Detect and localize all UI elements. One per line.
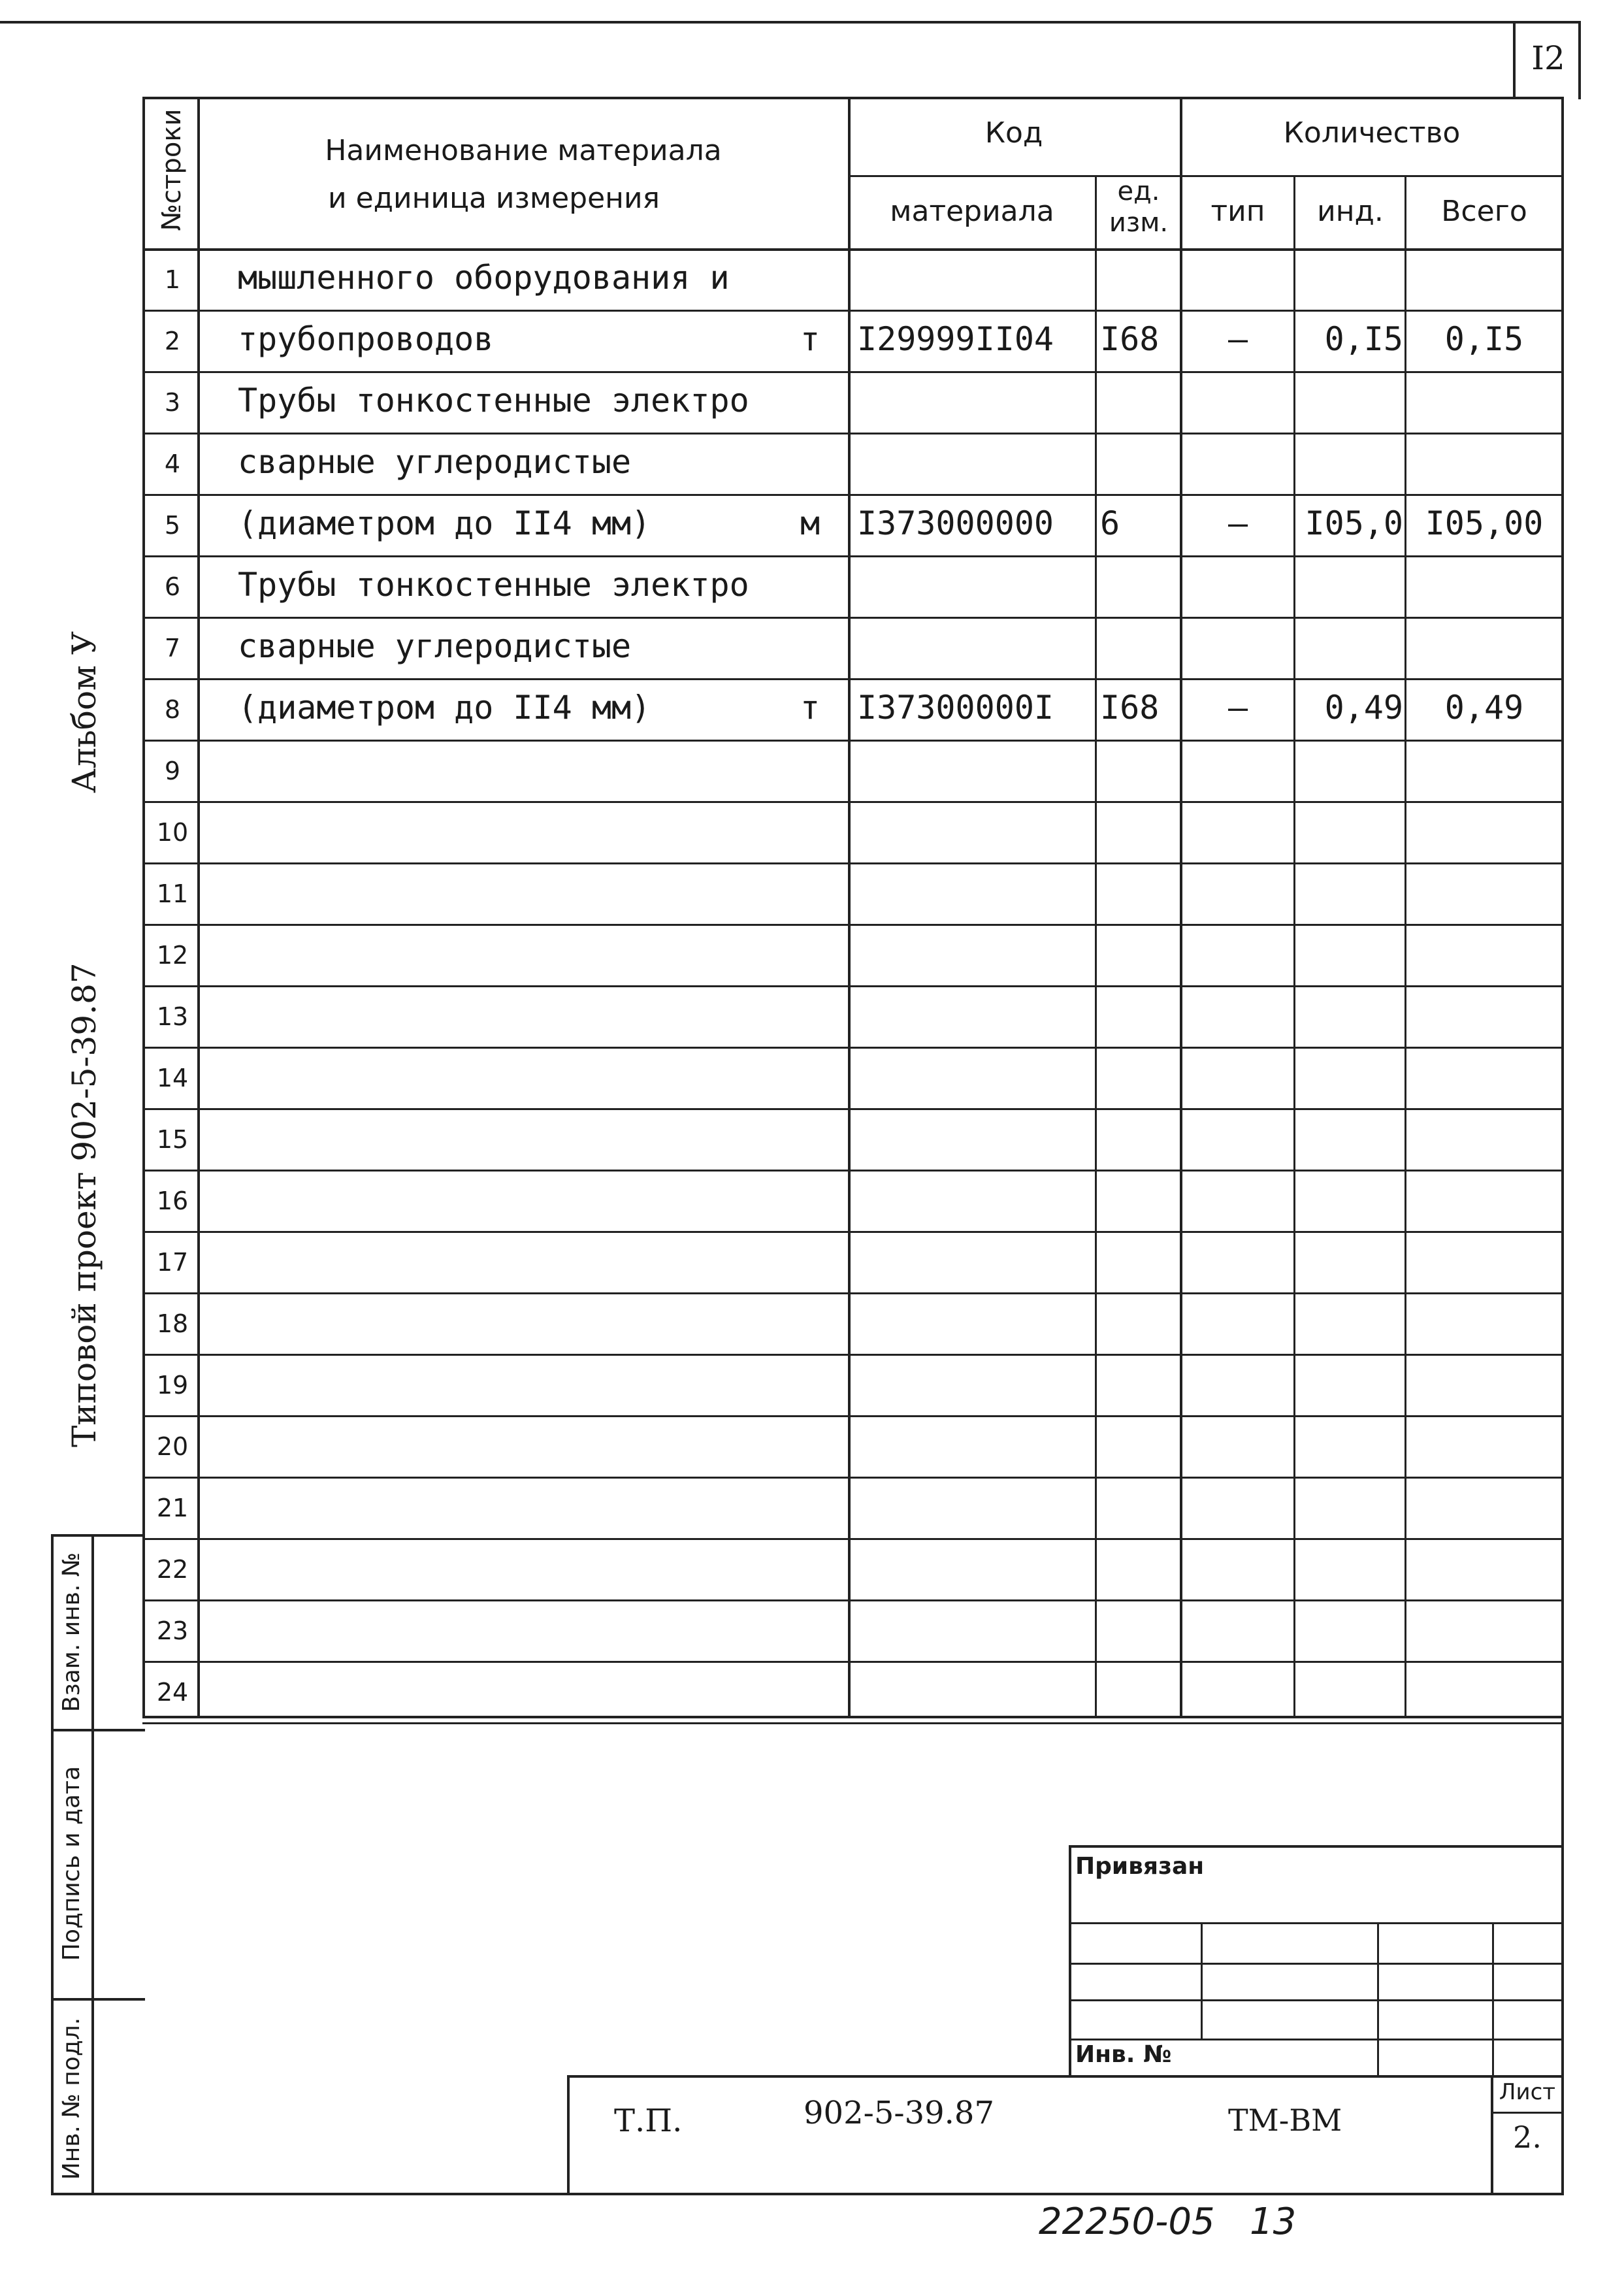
row-number: 1 [164,265,181,294]
row-number: 18 [156,1309,189,1338]
project-code: 902-5-39.87 [804,2095,995,2131]
row-divider [142,801,1564,803]
row-number: 16 [156,1187,189,1215]
unit-letter: т [800,689,820,727]
row-number: 6 [164,572,181,601]
name-header-line1: Наименование материала [325,134,722,167]
side-left-line [51,1534,54,2195]
stamp-col-2 [1377,1922,1379,2078]
list-value: 2. [1513,2120,1542,2155]
row-divider [142,1292,1564,1294]
inv-podl-label: Инв. № подл. [58,2017,85,2180]
row-divider [142,1170,1564,1172]
stamp-line-4 [1069,1999,1564,2001]
name-header-line2: и единица измерения [327,182,660,215]
row-divider [142,433,1564,434]
row-divider [142,1477,1564,1479]
qty-ind: I05,0 [1305,504,1403,542]
sheet-box-right [1578,21,1581,99]
row-number: 23 [156,1616,189,1645]
row-divider [142,1538,1564,1540]
qty-type-header: тип [1210,195,1265,228]
material-code: I29999II04 [857,320,1054,358]
qty-type: – [1227,504,1248,542]
vzam-label: Взам. инв. № [58,1552,85,1712]
col-line-code [1095,175,1097,1717]
row-divider [142,1108,1564,1110]
material-name: сварные углеродистые [238,627,632,665]
material-name: Трубы тонкостенные электро [238,382,749,419]
unit-code: 6 [1100,504,1120,542]
material-code: I37300000I [857,689,1054,727]
side-line-2 [51,1729,145,1731]
sheet-box-left [1513,21,1516,99]
tp-label: Т.П. [614,2103,683,2139]
qty-type: – [1227,320,1248,358]
unit-code: I68 [1100,689,1160,727]
album-label: Альбом У [65,631,103,793]
row-divider [142,678,1564,680]
row-number: 4 [164,450,181,478]
unit-code: I68 [1100,320,1160,358]
row-number: 5 [164,511,181,540]
row-divider [142,1661,1564,1663]
row-number: 22 [156,1555,189,1584]
stamp-main-left [567,2075,570,2195]
row-number: 19 [156,1371,189,1400]
stamp-top [1069,1845,1564,1848]
stamp-line-2 [1069,1922,1564,1924]
frame-bottom-mid [142,1716,1564,1718]
row-divider [142,310,1564,312]
unit-header-line1: ед. [1117,176,1160,206]
row-number: 24 [156,1678,189,1707]
row-divider [142,740,1564,742]
row-divider [142,1415,1564,1417]
qty-ind-header: инд. [1317,195,1384,228]
material-code: I373000000 [857,504,1054,542]
row-number: 15 [156,1125,189,1154]
quantity-header: Количество [1283,116,1461,150]
stamp-line-5 [1069,2039,1564,2040]
qty-ind: 0,49 [1324,689,1403,727]
qty-total-header: Всего [1441,195,1527,228]
row-number: 17 [156,1248,189,1277]
row-divider [142,924,1564,926]
col-line-ind [1405,175,1406,1717]
project-label: Типовой проект 902-5-39.87 [65,962,103,1447]
qty-total: I05,00 [1425,504,1544,542]
row-divider [142,494,1564,496]
unit-letter: т [800,320,820,358]
row-divider [142,555,1564,557]
row-divider [142,1231,1564,1233]
row-number: 8 [164,695,181,724]
row-number: 3 [164,388,181,417]
row-number: 9 [164,757,181,785]
stamp-col-1 [1201,1922,1203,2039]
qty-ind: 0,I5 [1324,320,1403,358]
privyazan-label: Привязан [1075,1853,1205,1880]
row-number: 13 [156,1002,189,1031]
stamp-left [1069,1845,1071,2078]
row-divider [142,1047,1564,1049]
stamp-col-3 [1492,1922,1494,2078]
material-name: мышленного оборудования и [238,259,730,297]
row-divider [142,1722,1564,1724]
podpis-label: Подпись и дата [58,1765,85,1961]
row-number: 20 [156,1432,189,1461]
row-number: 11 [156,879,189,908]
row-number: 7 [164,634,181,663]
stamp-main-top [567,2075,1564,2078]
footer-number: 22250-05 13 [1039,2201,1297,2243]
row-number: 10 [156,818,189,847]
material-name: (диаметром до II4 мм) [238,504,651,542]
header-bottom [142,248,1564,251]
col-line-right [1561,97,1564,1717]
row-divider [142,1354,1564,1356]
row-divider [142,1599,1564,1601]
qty-total: 0,I5 [1444,320,1524,358]
row-divider [142,985,1564,987]
top-border [0,21,1581,24]
row-number-header: №строки [157,108,187,231]
unit-letter: м [800,504,820,542]
code-subheader-line [848,175,1564,177]
material-name: Трубы тонкостенные электро [238,566,749,604]
row-number: 2 [164,327,181,355]
sheet-number: I2 [1531,39,1565,77]
code-material-header: материала [890,195,1054,228]
material-name: трубопроводов [238,320,494,358]
row-number: 14 [156,1064,189,1092]
qty-type: – [1227,689,1248,727]
unit-header-line2: изм. [1109,208,1169,238]
col-line-name [848,97,851,1717]
frame-bottom [51,2193,1564,2195]
code-header: Код [984,116,1043,150]
col-line-unit [1180,97,1182,1717]
col-line-type [1293,175,1295,1717]
row-divider [142,617,1564,619]
qty-total: 0,49 [1444,689,1524,727]
stamp-list-divider [1491,2112,1564,2114]
row-divider [142,862,1564,864]
stamp-line-3 [1069,1963,1564,1965]
table-top [142,97,1564,99]
inv-no-label: Инв. № [1075,2041,1172,2068]
row-divider [142,371,1564,373]
side-mid-line [91,1534,94,2195]
list-label: Лист [1499,2079,1556,2105]
doc-code: ТМ-ВМ [1228,2103,1342,2138]
row-number: 21 [156,1494,189,1522]
material-name: сварные углеродистые [238,443,632,481]
side-top-line [51,1534,145,1537]
row-number: 12 [156,941,189,970]
material-name: (диаметром до II4 мм) [238,689,651,727]
